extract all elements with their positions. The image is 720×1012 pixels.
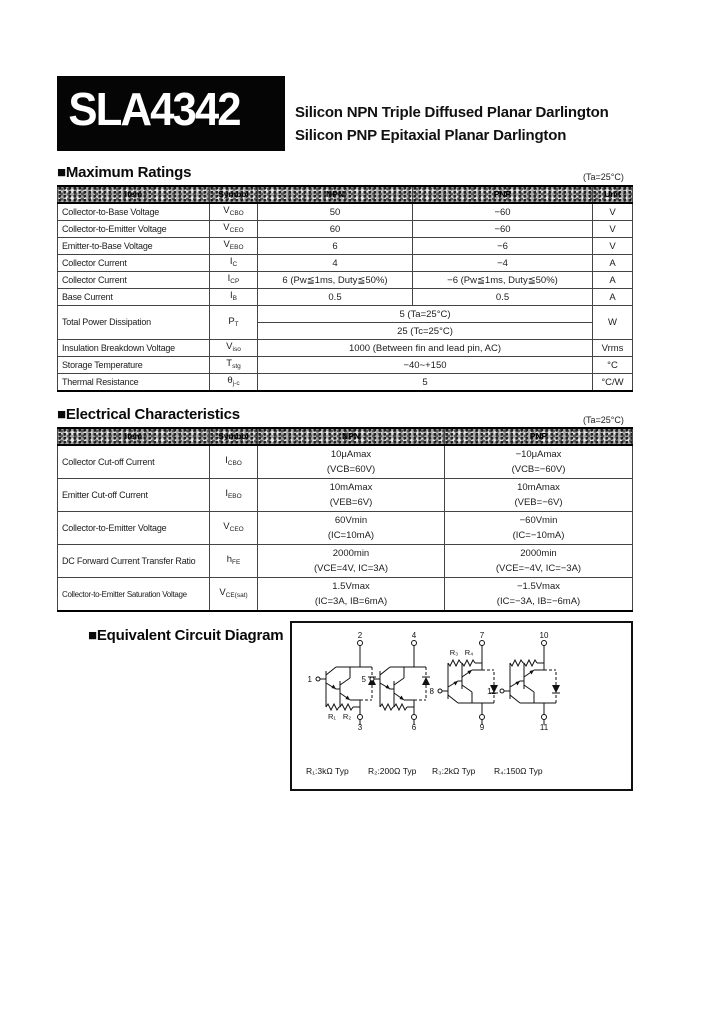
bottom-pin-node: [480, 715, 485, 720]
max-ratings-title: ■Maximum Ratings: [57, 164, 192, 181]
pin-label: 8: [429, 687, 434, 696]
max-ratings-temp-note: (Ta=25°C): [583, 172, 624, 182]
pnp-value: −60Vmin (IC=−10mA): [445, 512, 633, 545]
symbol-cell: $V_{CEO}$: [210, 221, 258, 238]
resistor-label: R₄: [464, 648, 474, 657]
top-pin-node: [358, 641, 363, 646]
unit-cell: °C: [593, 357, 633, 374]
symbol-cell: $I_{EBO}$: [210, 479, 258, 512]
npn-value: 1.5Vmax (IC=3A, IB=6mA): [258, 578, 445, 612]
npn-value: 60: [258, 221, 413, 238]
top-pin-node: [412, 641, 417, 646]
pnp-value: −60: [413, 221, 593, 238]
circuit-caption-r3: R₃:2kΩ Typ: [432, 766, 476, 776]
pnp-value: −10μAmax (VCB=−60V): [445, 445, 633, 479]
darlington-circuit-4: [487, 631, 560, 732]
pnp-value: −4: [413, 255, 593, 272]
table-row: [58, 272, 633, 289]
pnp-value: 10mAmax (VEB=−6V): [445, 479, 633, 512]
table-row: [58, 545, 633, 578]
symbol-cell: $I_{CBO}$: [210, 445, 258, 479]
bottom-pin-node: [542, 715, 547, 720]
table-row: [58, 238, 633, 255]
npn-value: 10mAmax (VEB=6V): [258, 479, 445, 512]
input-pin-node: [438, 689, 442, 693]
item-cell: Collector Cut-off Current: [58, 445, 210, 479]
circuit-diagram-box: [290, 621, 633, 791]
table-row: [58, 221, 633, 238]
span-value: 5: [258, 374, 593, 392]
elec-char-temp-note: (Ta=25°C): [583, 415, 624, 425]
table-row: [58, 479, 633, 512]
table-row: [58, 445, 633, 479]
pnp-value: 2000min (VCE=−4V, IC=−3A): [445, 545, 633, 578]
table-row: [58, 289, 633, 306]
symbol-cell: $T_{stg}$: [210, 357, 258, 374]
pnp-value: −1.5Vmax (IC=−3A, IB=−6mA): [445, 578, 633, 612]
symbol-cell: $I_B$: [210, 289, 258, 306]
npn-value: 10μAmax (VCB=60V): [258, 445, 445, 479]
item-cell: Thermal Resistance: [58, 374, 210, 392]
table-row: [58, 512, 633, 545]
npn-value: 4: [258, 255, 413, 272]
symbol-cell: $V_{CBO}$: [210, 203, 258, 221]
pnp-value: −6: [413, 238, 593, 255]
col-npn: NPN: [258, 186, 413, 203]
item-cell: Collector-to-Emitter Voltage: [58, 221, 210, 238]
symbol-cell: $I_{CP}$: [210, 272, 258, 289]
pin-label: 12: [487, 687, 496, 696]
resistor-label: R₂: [342, 712, 352, 721]
unit-cell: V: [593, 203, 633, 221]
item-cell: Insulation Breakdown Voltage: [58, 340, 210, 357]
col-npn: NPN: [258, 428, 445, 445]
col-pnp: PNP: [413, 186, 593, 203]
symbol-cell: $I_C$: [210, 255, 258, 272]
pin-label: 7: [479, 631, 485, 640]
part-number-box: [57, 76, 285, 151]
table-row: [58, 203, 633, 221]
npn-value: 2000min (VCE=4V, IC=3A): [258, 545, 445, 578]
elec-char-title: ■Electrical Characteristics: [57, 406, 240, 423]
unit-cell: W: [593, 306, 633, 340]
unit-cell: A: [593, 289, 633, 306]
npn-value: 50: [258, 203, 413, 221]
table-header-row: [58, 186, 633, 203]
symbol-cell: $\theta_{j-c}$: [210, 374, 258, 392]
span-value: 1000 (Between fin and lead pin, AC): [258, 340, 593, 357]
symbol-cell: $V_{iso}$: [210, 340, 258, 357]
equivalent-circuit-schematic: [292, 623, 627, 785]
pnp-value: 0.5: [413, 289, 593, 306]
item-cell: Total Power Dissipation: [58, 306, 210, 340]
symbol-cell: $V_{CEO}$: [210, 512, 258, 545]
pin-label: 9: [479, 723, 485, 732]
table-row: [58, 578, 633, 612]
bottom-pin-node: [358, 715, 363, 720]
item-cell: Storage Temperature: [58, 357, 210, 374]
pt-value-ta: 5 (Ta=25°C): [258, 306, 593, 323]
table-row: [58, 340, 633, 357]
item-cell: Emitter Cut-off Current: [58, 479, 210, 512]
npn-value: 6 (Pw≦1ms, Duty≦50%): [258, 272, 413, 289]
item-cell: Emitter-to-Base Voltage: [58, 238, 210, 255]
top-pin-node: [480, 641, 485, 646]
col-pnp: PNP: [445, 428, 633, 445]
unit-cell: A: [593, 272, 633, 289]
circuit-caption-r2: R₂:200Ω Typ: [368, 766, 417, 776]
bottom-pin-node: [412, 715, 417, 720]
darlington-circuit-3: [430, 631, 498, 732]
unit-cell: V: [593, 238, 633, 255]
unit-cell: Vrms: [593, 340, 633, 357]
circuit-title: ■Equivalent Circuit Diagram: [88, 627, 284, 644]
pin-label: 5: [361, 675, 366, 684]
pnp-darlington-shape: [438, 645, 498, 725]
item-cell: Collector-to-Emitter Saturation Voltage: [58, 578, 210, 612]
pnp-value: −6 (Pw≦1ms, Duty≦50%): [413, 272, 593, 289]
circuit-caption-r1: R₁:3kΩ Typ: [306, 766, 349, 776]
pin-label: 2: [357, 631, 363, 640]
table-row: [58, 306, 633, 323]
unit-cell: A: [593, 255, 633, 272]
item-cell: Collector Current: [58, 255, 210, 272]
pin-label: 1: [307, 675, 312, 684]
table-row: [58, 374, 633, 392]
col-item: Item: [58, 186, 210, 203]
item-cell: DC Forward Current Transfer Ratio: [58, 545, 210, 578]
input-pin-node: [370, 677, 374, 681]
npn-value: 6: [258, 238, 413, 255]
symbol-cell: $P_T$: [210, 306, 258, 340]
symbol-cell: $V_{CE(sat)}$: [210, 578, 258, 612]
resistor-label: R₃: [449, 648, 459, 657]
input-pin-node: [316, 677, 320, 681]
pnp-darlington-shape: [500, 645, 560, 725]
col-item: Item: [58, 428, 210, 445]
pin-label: 6: [411, 723, 417, 732]
item-cell: Collector-to-Base Voltage: [58, 203, 210, 221]
resistor-label: R₁: [328, 712, 336, 721]
table-row: [58, 357, 633, 374]
item-cell: Collector-to-Emitter Voltage: [58, 512, 210, 545]
pt-value-tc: 25 (Tc=25°C): [258, 323, 593, 340]
input-pin-node: [500, 689, 504, 693]
npn-darlington-shape: [370, 641, 430, 726]
circuit-caption-r4: R₄:150Ω Typ: [494, 766, 543, 776]
col-symbol: Symbol: [210, 186, 258, 203]
npn-value: 60Vmin (IC=10mA): [258, 512, 445, 545]
pin-label: 4: [411, 631, 417, 640]
top-pin-node: [542, 641, 547, 646]
pin-label: 11: [539, 723, 549, 732]
col-symbol: Symbol: [210, 428, 258, 445]
symbol-cell: $h_{FE}$: [210, 545, 258, 578]
npn-value: 0.5: [258, 289, 413, 306]
elec-char-table: [57, 427, 633, 612]
max-ratings-table: [57, 185, 633, 392]
unit-cell: °C/W: [593, 374, 633, 392]
pnp-value: −60: [413, 203, 593, 221]
symbol-cell: $V_{EBO}$: [210, 238, 258, 255]
item-cell: Collector Current: [58, 272, 210, 289]
table-row: [58, 255, 633, 272]
table-header-row: [58, 428, 633, 445]
unit-cell: V: [593, 221, 633, 238]
product-titles: [295, 101, 609, 147]
part-number: SLA4342: [68, 83, 240, 135]
col-unit: Unit: [593, 186, 633, 203]
item-cell: Base Current: [58, 289, 210, 306]
pin-label: 3: [357, 723, 363, 732]
product-title-line1: Silicon NPN Triple Diffused Planar Darlington: [295, 104, 609, 121]
pin-label: 10: [539, 631, 549, 640]
product-title-line2: Silicon PNP Epitaxial Planar Darlington: [295, 127, 567, 144]
span-value: −40~+150: [258, 357, 593, 374]
